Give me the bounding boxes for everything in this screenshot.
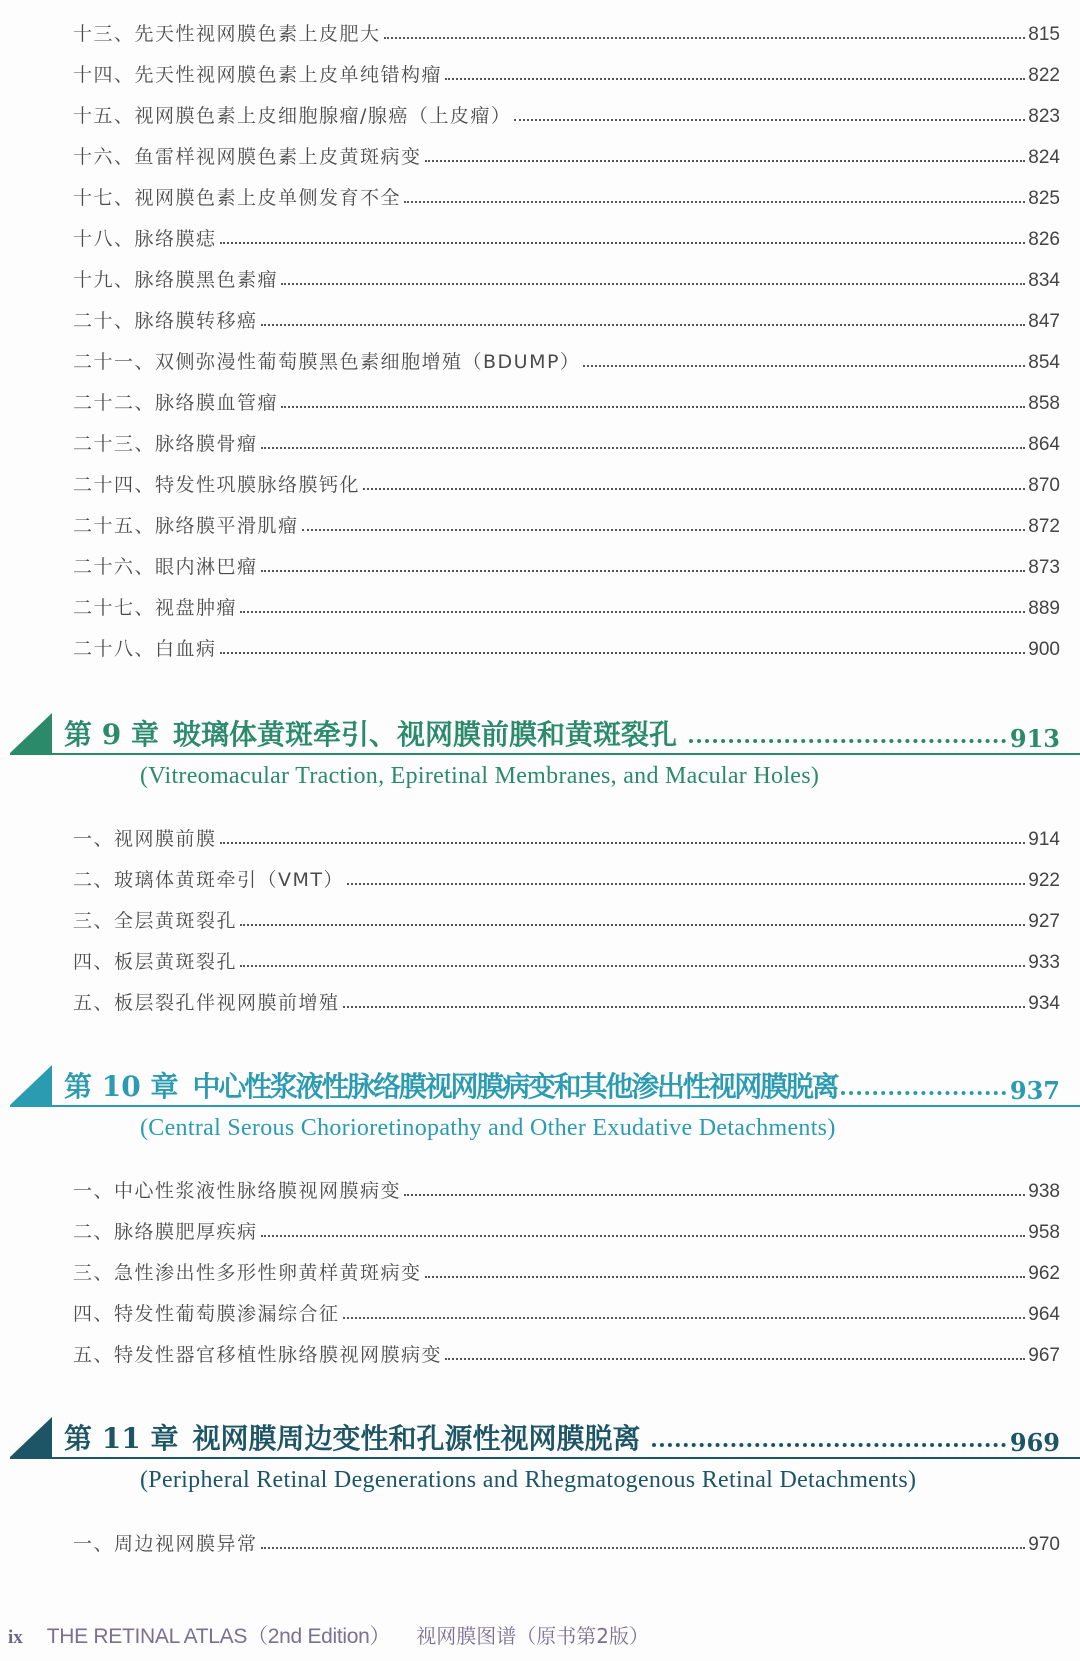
chapter-rule [10, 1457, 1080, 1459]
entry-page: 927 [1028, 911, 1060, 932]
entry-label: 二十、脉络膜转移癌 [73, 310, 258, 332]
toc-entry[interactable] [73, 1255, 1060, 1285]
entry-label: 二十八、白血病 [73, 638, 217, 660]
chapter-number: 第 9 章 [64, 718, 159, 751]
entry-page: 900 [1028, 639, 1060, 660]
chapter-rule [10, 753, 1080, 755]
book-title-en: THE RETINAL ATLAS（2nd Edition） [46, 1625, 391, 1648]
toc-entry[interactable] [73, 221, 1060, 251]
toc-entry[interactable] [73, 467, 1060, 497]
entry-page: 822 [1028, 65, 1060, 86]
toc-entry[interactable] [73, 1214, 1060, 1244]
dot-leader [281, 283, 1025, 285]
toc-entry[interactable] [73, 862, 1060, 892]
entry-page: 854 [1028, 352, 1060, 373]
entry-label: 十四、先天性视网膜色素上皮单纯错构瘤 [73, 64, 443, 86]
chapter-name: 玻璃体黄斑牵引、视网膜前膜和黄斑裂孔 [172, 718, 677, 751]
toc-entry[interactable] [73, 631, 1060, 661]
dot-leader [652, 1443, 1005, 1447]
toc-entry[interactable] [73, 57, 1060, 87]
entry-page: 873 [1028, 557, 1060, 578]
toc-entry[interactable] [73, 426, 1060, 456]
dot-leader [220, 242, 1026, 244]
toc-entry[interactable] [73, 344, 1060, 374]
dot-leader [343, 1317, 1026, 1319]
toc-entry[interactable] [73, 1296, 1060, 1326]
dot-leader [384, 37, 1026, 39]
toc-entry[interactable] [73, 508, 1060, 538]
page-footer [8, 1620, 649, 1650]
dot-leader [445, 1358, 1025, 1360]
entry-label: 五、板层裂孔伴视网膜前增殖 [73, 992, 340, 1014]
entry-page: 847 [1028, 311, 1060, 332]
chapter-9-header[interactable] [0, 713, 1080, 813]
chapter-number: 第 11 章 [64, 1422, 179, 1455]
entry-page: 958 [1028, 1222, 1060, 1243]
entry-page: 825 [1028, 188, 1060, 209]
entry-label: 二十七、视盘肿瘤 [73, 597, 238, 619]
toc-entry[interactable] [73, 903, 1060, 933]
dot-leader [220, 842, 1026, 844]
dot-leader [240, 965, 1025, 967]
entry-page: 922 [1028, 870, 1060, 891]
toc-entry[interactable] [73, 985, 1060, 1015]
dot-leader [347, 883, 1025, 885]
toc-entry[interactable] [73, 1337, 1060, 1367]
dot-leader [240, 924, 1025, 926]
entry-label: 一、视网膜前膜 [73, 828, 217, 850]
chapter-subtitle: (Central Serous Chorioretinopathy and Other Exudative Detachments) [140, 1115, 836, 1141]
dot-leader [583, 365, 1025, 367]
entry-label: 三、全层黄斑裂孔 [73, 910, 238, 932]
dot-leader [841, 1091, 1005, 1095]
toc-entry[interactable] [73, 180, 1060, 210]
chapter-page: 913 [1009, 724, 1060, 753]
page-folio: ix [8, 1627, 23, 1648]
dot-leader [261, 1547, 1026, 1549]
toc-entry[interactable] [73, 821, 1060, 851]
dot-leader [261, 324, 1026, 326]
dot-leader [425, 1276, 1026, 1278]
entry-label: 二、玻璃体黄斑牵引（VMT） [73, 869, 344, 891]
chapter-page: 937 [1009, 1076, 1060, 1105]
entry-label: 二十四、特发性巩膜脉络膜钙化 [73, 474, 361, 496]
entry-page: 970 [1028, 1534, 1060, 1555]
entry-page: 872 [1028, 516, 1060, 537]
entry-page: 964 [1028, 1304, 1060, 1325]
entry-label: 十七、视网膜色素上皮单侧发育不全 [73, 187, 402, 209]
dot-leader [343, 1006, 1026, 1008]
chapter-subtitle: (Peripheral Retinal Degenerations and Rhegmatogenous Retinal Detachments) [140, 1467, 917, 1493]
toc-entry[interactable] [73, 303, 1060, 333]
entry-label: 十三、先天性视网膜色素上皮肥大 [73, 23, 381, 45]
entry-page: 914 [1028, 829, 1060, 850]
toc-entry[interactable] [73, 549, 1060, 579]
entry-page: 834 [1028, 270, 1060, 291]
entry-page: 824 [1028, 147, 1060, 168]
entry-page: 934 [1028, 993, 1060, 1014]
chapter-11-header[interactable] [0, 1417, 1080, 1517]
entry-label: 十六、鱼雷样视网膜色素上皮黄斑病变 [73, 146, 422, 168]
entry-page: 962 [1028, 1263, 1060, 1284]
dot-leader [261, 1235, 1026, 1237]
entry-label: 四、板层黄斑裂孔 [73, 951, 238, 973]
dot-leader [425, 160, 1026, 162]
entry-label: 一、周边视网膜异常 [73, 1533, 258, 1555]
entry-label: 二十五、脉络膜平滑肌瘤 [73, 515, 299, 537]
toc-entry[interactable] [73, 385, 1060, 415]
chapter-name: 中心性浆液性脉络膜视网膜病变和其他渗出性视网膜脱离 [192, 1070, 838, 1103]
chapter-number: 第 10 章 [64, 1070, 179, 1103]
dot-leader [281, 406, 1025, 408]
chapter-marker-triangle-icon [10, 713, 52, 753]
chapter-title [64, 715, 1060, 753]
entry-label: 十五、视网膜色素上皮细胞腺瘤/腺癌（上皮瘤） [73, 105, 512, 127]
entry-page: 967 [1028, 1345, 1060, 1366]
entry-label: 十八、脉络膜痣 [73, 228, 217, 250]
entry-label: 二十二、脉络膜血管瘤 [73, 392, 279, 414]
chapter-marker-triangle-icon [10, 1065, 52, 1105]
chapter-marker-triangle-icon [10, 1417, 52, 1457]
dot-leader [404, 201, 1025, 203]
entry-label: 十九、脉络膜黑色素瘤 [73, 269, 279, 291]
entry-page: 823 [1028, 106, 1060, 127]
entry-label: 二十一、双侧弥漫性葡萄膜黑色素细胞增殖（BDUMP） [73, 351, 581, 373]
chapter-name: 视网膜周边变性和孔源性视网膜脱离 [192, 1422, 641, 1455]
entry-page: 889 [1028, 598, 1060, 619]
chapter-title [64, 1067, 1060, 1105]
dot-leader [261, 570, 1026, 572]
toc-entry[interactable] [73, 944, 1060, 974]
entry-page: 870 [1028, 475, 1060, 496]
entry-label: 二、脉络膜肥厚疾病 [73, 1221, 258, 1243]
entry-page: 815 [1028, 24, 1060, 45]
toc-entry[interactable] [73, 1173, 1060, 1203]
dot-leader [689, 739, 1006, 743]
chapter-page: 969 [1009, 1428, 1060, 1457]
entry-label: 二十六、眼内淋巴瘤 [73, 556, 258, 578]
entry-page: 864 [1028, 434, 1060, 455]
toc-entry[interactable] [73, 16, 1060, 46]
chapter-rule [10, 1105, 1080, 1107]
toc-entry[interactable] [73, 139, 1060, 169]
dot-leader [363, 488, 1025, 490]
dot-leader [514, 119, 1025, 121]
toc-entry[interactable] [73, 1526, 1060, 1556]
chapter-title [64, 1419, 1060, 1457]
entry-page: 858 [1028, 393, 1060, 414]
dot-leader [240, 611, 1025, 613]
entry-label: 二十三、脉络膜骨瘤 [73, 433, 258, 455]
chapter-subtitle: (Vitreomacular Traction, Epiretinal Membranes, and Macular Holes) [140, 763, 820, 789]
entry-label: 一、中心性浆液性脉络膜视网膜病变 [73, 1180, 402, 1202]
entry-page: 826 [1028, 229, 1060, 250]
entry-label: 三、急性渗出性多形性卵黄样黄斑病变 [73, 1262, 422, 1284]
dot-leader [445, 78, 1025, 80]
entry-label: 五、特发性器官移植性脉络膜视网膜病变 [73, 1344, 443, 1366]
dot-leader [220, 652, 1026, 654]
toc-entry[interactable] [73, 590, 1060, 620]
entry-page: 938 [1028, 1181, 1060, 1202]
entry-label: 四、特发性葡萄膜渗漏综合征 [73, 1303, 340, 1325]
toc-entry[interactable] [73, 98, 1060, 128]
dot-leader [404, 1194, 1025, 1196]
dot-leader [302, 529, 1026, 531]
book-title-zh: 视网膜图谱（原书第2版） [416, 1624, 649, 1648]
dot-leader [261, 447, 1026, 449]
toc-entry[interactable] [73, 262, 1060, 292]
chapter-10-header[interactable] [0, 1065, 1080, 1165]
entry-page: 933 [1028, 952, 1060, 973]
